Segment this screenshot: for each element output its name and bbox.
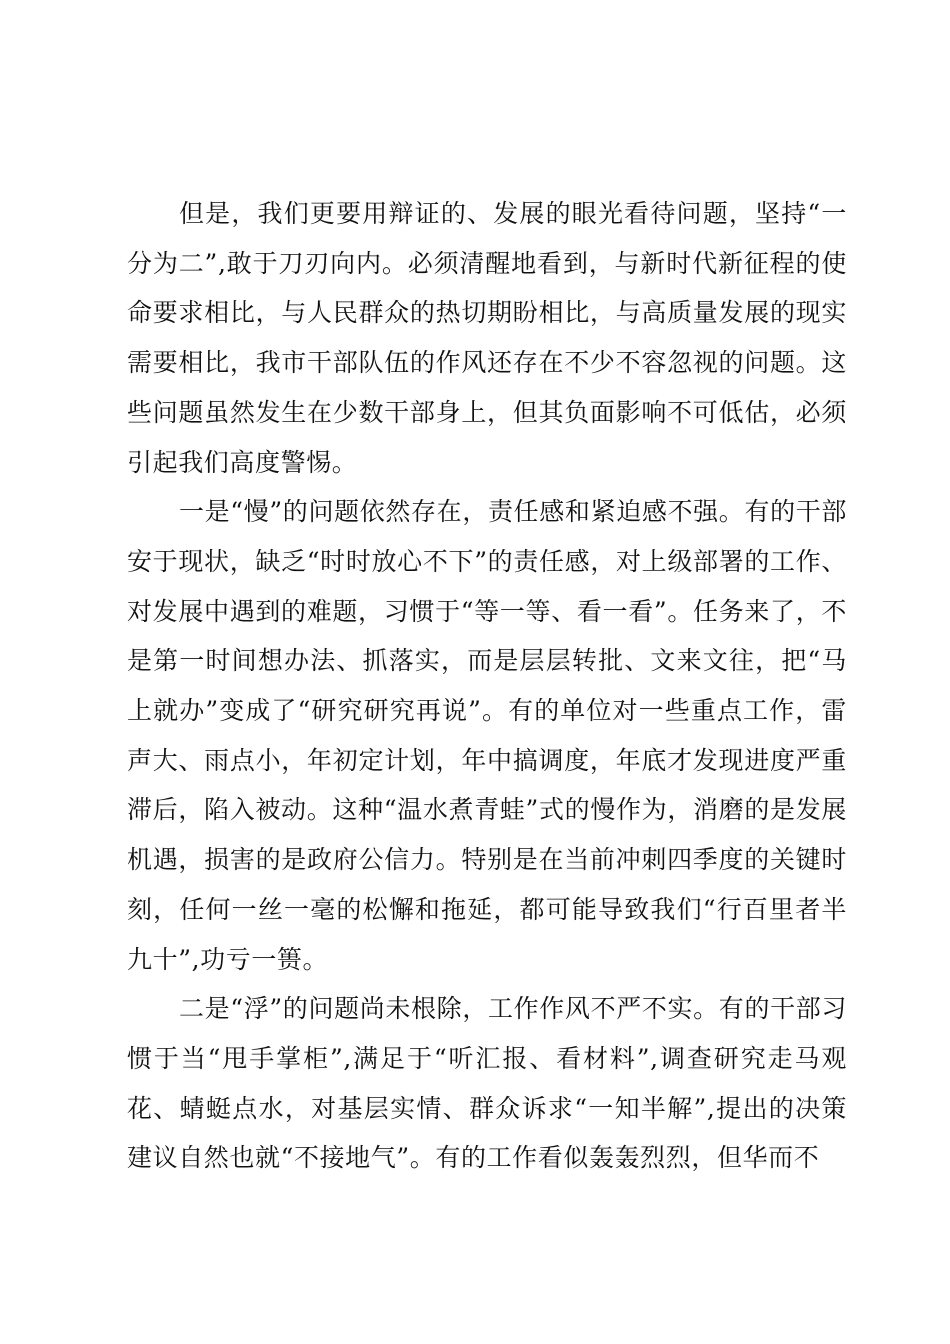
- document-body: [127, 189, 847, 1183]
- paragraph-1: 但是，我们更要用辩证的、发展的眼光看待问题，坚持“一分为二”,敢于刀刃向内。必须清醒地看到，与新时代新征程的使命要求相比，与人民群众的热切期盼相比，与高质量发展的现实需要相比，我市干部队伍的作风还存在不少不容忽视的问题。这些问题虽然发生在少数干部身上，但其负面影响不可低估，必须引起我们高度警惕。: [127, 199, 847, 477]
- paragraph-2: 一是“慢”的问题依然存在，责任感和紧迫感不强。有的干部安于现状，缺乏“时时放心不下”的责任感，对上级部署的工作、对发展中遇到的难题，习惯于“等一等、看一看”。任务来了，不是第一时间想办法、抓落实，而是层层转批、文来文往，把“马上就办”变成了“研究研究再说”。有的单位对一些重点工作，雷声大、雨点小，年初定计划，年中搞调度，年底才发现进度严重滞后，陷入被动。这种“温水煮青蛙”式的慢作为，消磨的是发展机遇，损害的是政府公信力。特别是在当前冲刺四季度的关键时刻，任何一丝一毫的松懈和拖延，都可能导致我们“行百里者半九十”,功亏一篑。: [127, 497, 847, 974]
- paragraph-3: 二是“浮”的问题尚未根除，工作作风不严不实。有的干部习惯于当“甩手掌柜”,满足于“听汇报、看材料”,调查研究走马观花、蜻蜓点水，对基层实情、群众诉求“一知半解”,提出的决策建议自然也就“不接地气”。有的工作看似轰轰烈烈，但华而不: [127, 994, 847, 1173]
